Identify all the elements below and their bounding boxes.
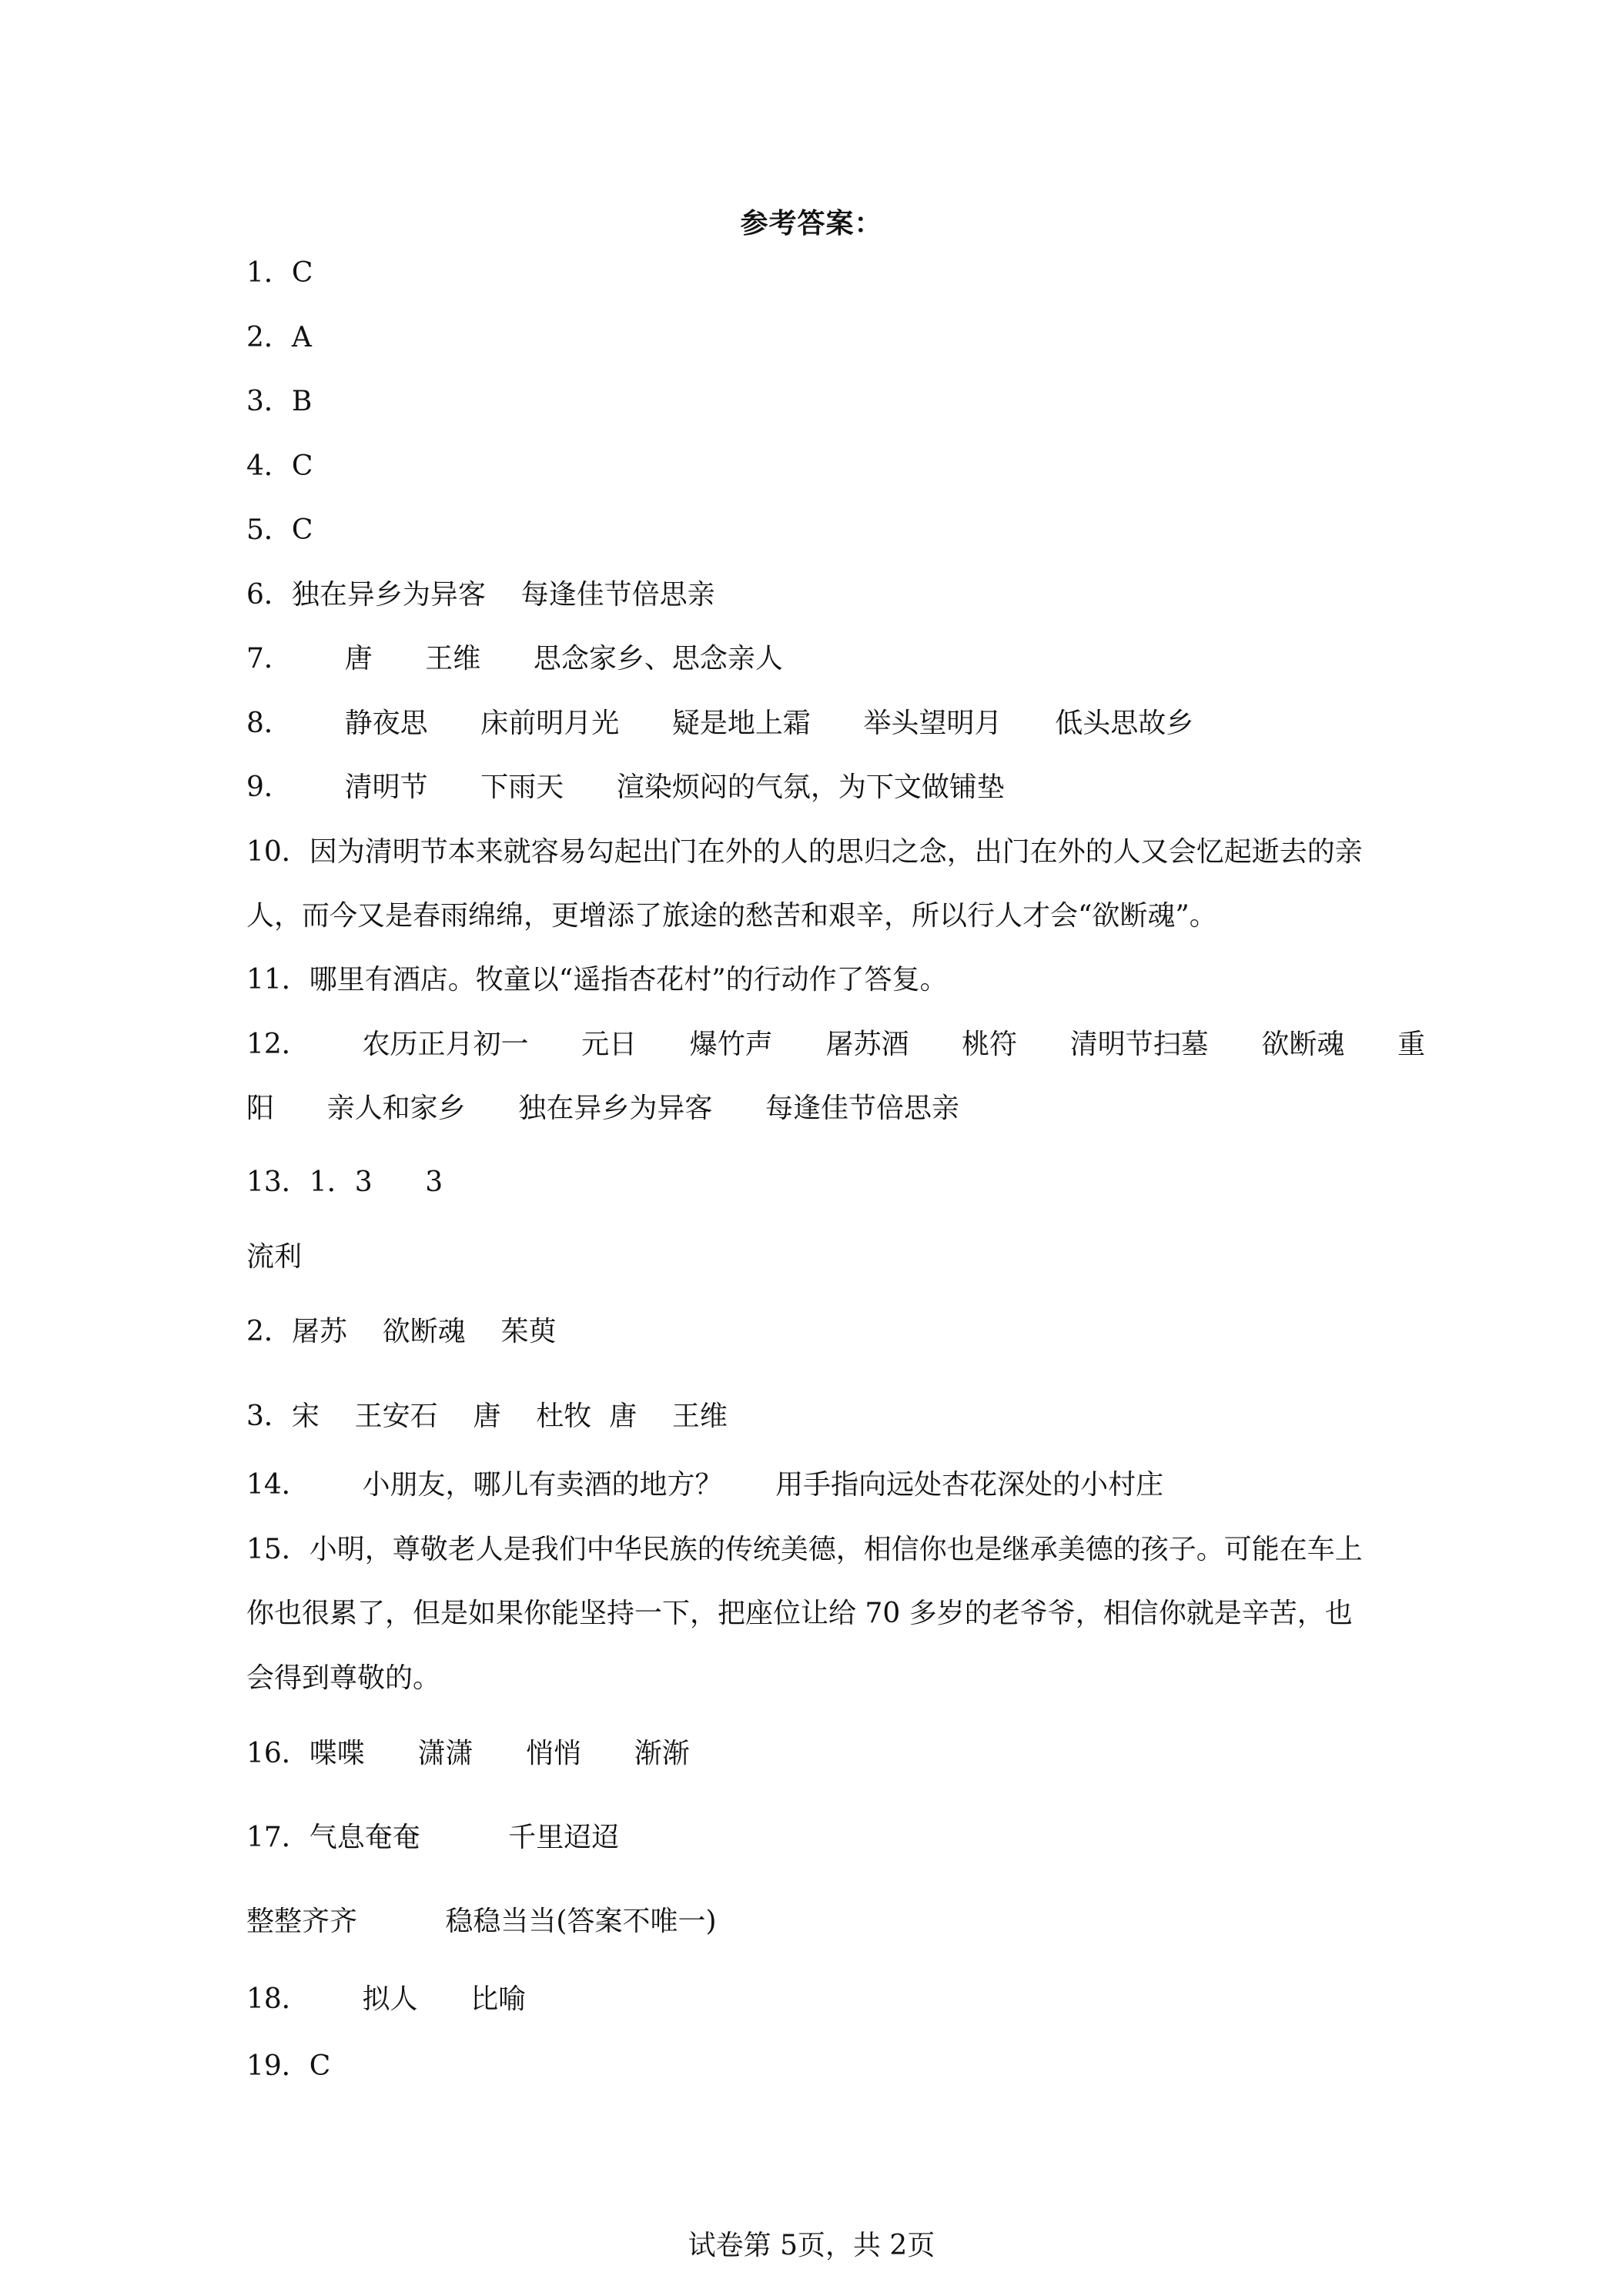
answer-line: 18． 拟人 比喻 [246, 1983, 527, 2015]
answer-line: 6．独在异乡为异客 每逢佳节倍思亲 [246, 579, 715, 611]
answer-line: 流利 [246, 1241, 303, 1273]
answer-line: 9． 清明节 下雨天 渲染烦闷的气氛，为下文做铺垫 [246, 771, 1005, 803]
answer-line: 17．气息奄奄 千里迢迢 [246, 1822, 620, 1853]
answer-line: 5．C [246, 514, 313, 546]
answer-line: 阳 亲人和家乡 独在异乡为异客 每逢佳节倍思亲 [246, 1093, 959, 1124]
answer-line: 15．小明，尊敬老人是我们中华民族的传统美德，相信你也是继承美德的孩子。可能在车上 [246, 1534, 1363, 1565]
answer-line: 1．C [246, 257, 313, 289]
answer-line: 4．C [246, 450, 313, 482]
page-title: 参考答案： [740, 207, 883, 239]
answer-line: 16．喋喋 潇潇 悄悄 渐渐 [246, 1738, 690, 1769]
answer-line: 7． 唐 王维 思念家乡、思念亲人 [246, 643, 783, 674]
answer-line: 你也很累了，但是如果你能坚持一下，把座位让给 70 多岁的老爷爷，相信你就是辛苦，也 [246, 1598, 1353, 1629]
answer-line: 19．C [246, 2050, 331, 2082]
answer-line: 整整齐齐 稳稳当当(答案不唯一) [246, 1906, 717, 1937]
page-footer: 试卷第 5页，共 2页 [688, 2230, 935, 2261]
answer-line: 11．哪里有酒店。牧童以“遥指杏花村”的行动作了答复。 [246, 964, 948, 996]
answer-line: 人，而今又是春雨绵绵，更增添了旅途的愁苦和艰辛，所以行人才会“欲断魂”。 [246, 900, 1217, 932]
answer-line: 会得到尊敬的。 [246, 1662, 441, 1694]
answer-line: 12． 农历正月初一 元日 爆竹声 屠苏酒 桃符 清明节扫墓 欲断魂 重 [246, 1029, 1426, 1060]
answer-line: 14． 小朋友，哪儿有卖酒的地方？ 用手指向远处杏花深处的小村庄 [246, 1469, 1164, 1501]
answer-line: 2．屠苏 欲断魂 茱萸 [246, 1316, 557, 1347]
answer-line: 13．1．3 3 [246, 1166, 443, 1198]
answer-line: 10．因为清明节本来就容易勾起出门在外的人的思归之念，出门在外的人又会忆起逝去的亲 [246, 836, 1363, 868]
answer-line: 3．宋 王安石 唐 杜牧 唐 王维 [246, 1401, 728, 1432]
answer-line: 2．A [246, 322, 312, 353]
answer-line: 8． 静夜思 床前明月光 疑是地上霜 举头望明月 低头思故乡 [246, 708, 1194, 739]
answer-line: 3．B [246, 386, 313, 417]
